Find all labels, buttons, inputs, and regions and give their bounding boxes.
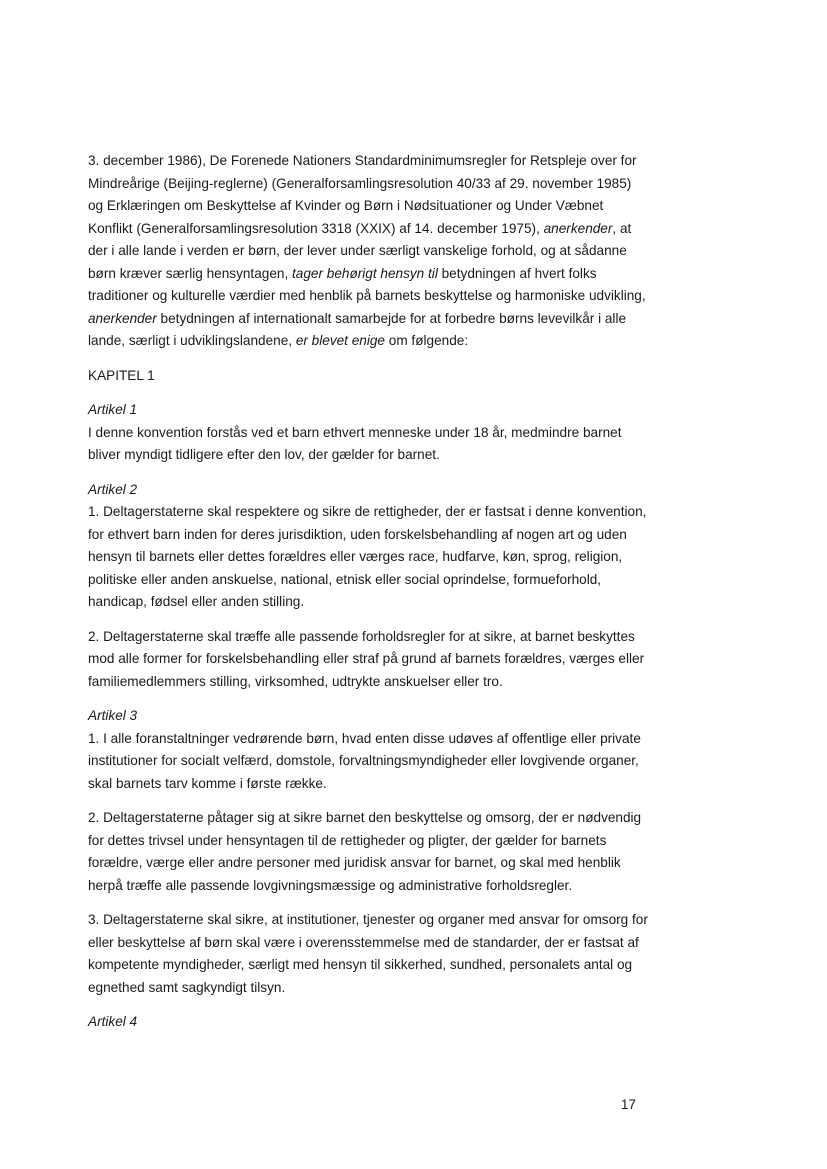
article-3-title-text: Artikel 3 <box>88 708 138 723</box>
article-3-title <box>88 705 648 728</box>
article-2-paragraph-1: 1. Deltagerstaterne skal respektere og sikre de rettigheder, der er fastsat i denne konvention, for ethvert barn inden for deres jurisdiktion, uden forskelsbehandling af nogen art og uden hensyn til barnets eller dettes forældres eller værges race, hudfarve, køn, sprog, religion, politiske eller anden anskuelse, national, etnisk eller social oprindelse, formueforhold, handicap, fødsel eller anden stilling. <box>88 504 647 609</box>
intro-text-3: betydningen af hvert folks traditioner og kulturelle værdier med henblik på barnets beskyttelse og harmoniske udvikling, <box>88 265 646 303</box>
chapter-heading: KAPITEL 1 <box>88 367 155 383</box>
intro-text-5: om følgende: <box>385 333 469 348</box>
page-number: 17 <box>620 1097 636 1112</box>
article-4-title <box>88 1011 648 1034</box>
intro-emphasis-1: anerkender <box>543 220 613 236</box>
page-content <box>88 150 648 1034</box>
article-3-paragraph-1: 1. I alle foranstaltninger vedrørende børn, hvad enten disse udøves af offentlige eller private institutioner for socialt velfærd, domstole, forvaltningsmyndigheder eller lovgivende organer, skal barnets tarv komme i første række. <box>88 730 641 791</box>
article-4-title-text: Artikel 4 <box>88 1014 138 1029</box>
article-2-title-text: Artikel 2 <box>88 481 138 497</box>
article-2-paragraph-2: 2. Deltagerstaterne skal træffe alle passende forholdsregler for at sikre, at barnet beskyttes mod alle former for forskelsbehandling eller straf på grund af barnets forældres, værges eller familiemedlemmers stilling, virksomhed, udtrykte anskuelser eller tro. <box>88 628 645 689</box>
article-3-paragraph-2: 2. Deltagerstaterne påtager sig at sikre barnet den beskyttelse og omsorg, der er nødvendig for dettes trivsel under hensyntagen til de rettigheder og pligter, der gælder for barnets forældre, værge eller andre personer med juridisk ansvar for barnet, og skal med henblik herpå træffe alle passende lovgivningsmæssige og administrative forholdsregler. <box>88 810 642 893</box>
intro-text-2: , at der i alle lande i verden er børn, der lever under særligt vanskelige forhold, og at sådanne børn kræver særlig hensyntagen, <box>88 220 632 281</box>
article-1-paragraph-1: I denne konvention forstås ved et barn ethvert menneske under 18 år, medmindre barnet bliver myndigt tidligere efter den lov, der gælder for barnet. <box>88 424 622 462</box>
intro-emphasis-3: anerkender <box>88 310 157 326</box>
article-3-paragraph-3: 3. Deltagerstaterne skal sikre, at institutioner, tjenester og organer med ansvar for omsorg for eller beskyttelse af børn skal være i overensstemmelse med de standarder, der er fastsat af kompetente myndigheder, særligt med hensyn til sikkerhed, sundhed, personalets antal og egnethed samt sagkyndigt tilsyn. <box>88 912 648 995</box>
article-2-title <box>88 479 648 502</box>
intro-emphasis-4: er blevet enige <box>295 333 385 348</box>
article-1-title <box>88 399 648 422</box>
article-1-title-text: Artikel 1 <box>88 402 138 417</box>
intro-paragraph <box>88 150 648 353</box>
intro-emphasis-2: tager behørigt hensyn til <box>292 265 438 281</box>
intro-text-4: betydningen af internationalt samarbejde for at forbedre børns levevilkår i alle lande, særligt i udviklingslandene, <box>88 310 627 348</box>
intro-text-1: 3. december 1986), De Forenede Nationers Standardminimumsregler for Retspleje over for Mindreårige (Beijing-reglerne) (Generalforsamlingsresolution 40/33 af 29. november 1985) og Erklæringen om Beskyttelse af Kvinder og Børn i Nødsituationer og Under Væbnet Konflikt (Generalforsamlingsresolution 3318 (XXIX) af 14. december 1975), <box>88 153 637 236</box>
